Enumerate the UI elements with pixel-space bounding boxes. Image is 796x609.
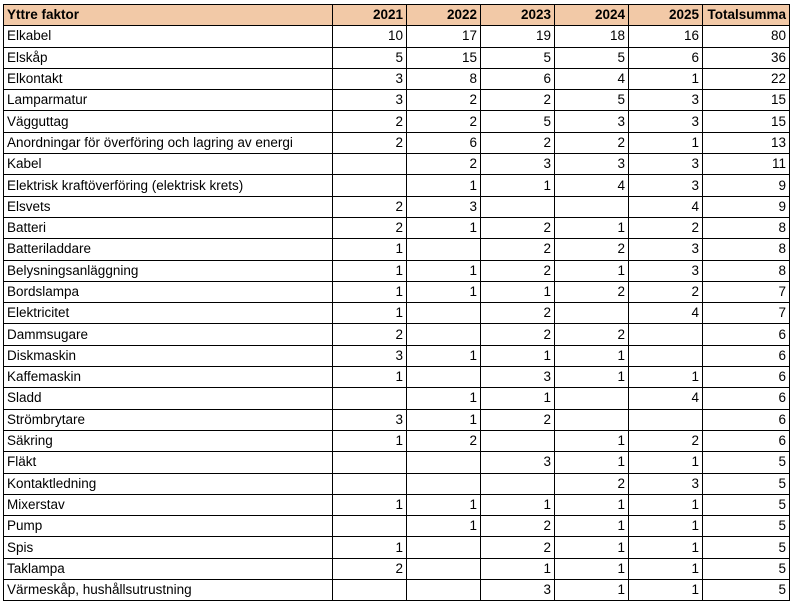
cell-2025[interactable] [629,345,703,366]
table-body [4,26,790,601]
header-row [4,5,790,26]
cell-2021[interactable]: 10 [333,26,407,47]
total-cell[interactable]: 5 [703,494,790,515]
cell-2025[interactable]: 3 [629,473,703,494]
header-cell-2022[interactable]: 2022 [407,5,481,26]
cell-2025[interactable]: 4 [629,388,703,409]
cell-2024[interactable]: 1 [555,430,629,451]
factor-cell[interactable]: Pump [4,516,333,537]
cell-2023[interactable]: 6 [481,68,555,89]
cell-2024[interactable]: 1 [555,537,629,558]
factor-cell[interactable]: Elsvets [4,196,333,217]
table-row [4,580,790,601]
cell-2021[interactable] [333,154,407,175]
cell-2023[interactable] [481,196,555,217]
cell-2024[interactable]: 1 [555,367,629,388]
cell-2024[interactable]: 1 [555,516,629,537]
cell-2022[interactable]: 2 [407,111,481,132]
cell-2025[interactable]: 1 [629,537,703,558]
total-cell[interactable]: 11 [703,154,790,175]
cell-2023[interactable]: 3 [481,580,555,601]
header-cell-factor[interactable]: Yttre faktor [4,5,333,26]
cell-2021[interactable]: 2 [333,196,407,217]
cell-2023[interactable]: 5 [481,47,555,68]
factor-cell[interactable]: Kontaktledning [4,473,333,494]
cell-2021[interactable]: 3 [333,90,407,111]
table-row [4,260,790,281]
cell-2024[interactable] [555,388,629,409]
total-cell[interactable]: 6 [703,367,790,388]
cell-2024[interactable]: 5 [555,90,629,111]
table-row [4,303,790,324]
factor-cell[interactable]: Fläkt [4,452,333,473]
cell-2022[interactable] [407,239,481,260]
cell-2024[interactable]: 2 [555,281,629,302]
factor-cell[interactable]: Anordningar för överföring och lagring av energi [4,132,333,153]
cell-2023[interactable]: 1 [481,175,555,196]
cell-2022[interactable]: 8 [407,68,481,89]
total-cell[interactable]: 6 [703,409,790,430]
table-row [4,175,790,196]
cell-2021[interactable] [333,388,407,409]
table-row [4,26,790,47]
cell-2024[interactable]: 1 [555,260,629,281]
cell-2021[interactable]: 2 [333,132,407,153]
total-cell[interactable]: 36 [703,47,790,68]
total-cell[interactable]: 80 [703,26,790,47]
cell-2021[interactable]: 3 [333,68,407,89]
cell-2023[interactable]: 2 [481,303,555,324]
factor-cell[interactable]: Dammsugare [4,324,333,345]
cell-2025[interactable]: 16 [629,26,703,47]
cell-2023[interactable] [481,430,555,451]
cell-2023[interactable] [481,473,555,494]
cell-2024[interactable]: 2 [555,324,629,345]
cell-2021[interactable]: 1 [333,430,407,451]
cell-2022[interactable]: 1 [407,388,481,409]
table-row [4,367,790,388]
cell-2023[interactable]: 2 [481,537,555,558]
cell-2022[interactable] [407,324,481,345]
factor-cell[interactable]: Vägguttag [4,111,333,132]
cell-2022[interactable] [407,473,481,494]
cell-2024[interactable]: 3 [555,111,629,132]
table-row [4,90,790,111]
cell-2023[interactable]: 1 [481,345,555,366]
cell-2023[interactable]: 1 [481,494,555,515]
cell-2023[interactable]: 1 [481,558,555,579]
cell-2022[interactable] [407,452,481,473]
table-header [4,5,790,26]
cell-2021[interactable] [333,175,407,196]
cell-2021[interactable]: 1 [333,537,407,558]
cell-2023[interactable]: 2 [481,132,555,153]
total-cell[interactable]: 6 [703,430,790,451]
cell-2021[interactable]: 2 [333,324,407,345]
factor-cell[interactable]: Kaffemaskin [4,367,333,388]
factor-cell[interactable]: Elektricitet [4,303,333,324]
table-row [4,345,790,366]
cell-2023[interactable]: 19 [481,26,555,47]
cell-2022[interactable] [407,367,481,388]
factor-cell[interactable]: Belysningsanläggning [4,260,333,281]
table-row [4,388,790,409]
cell-2021[interactable]: 1 [333,303,407,324]
total-cell[interactable]: 6 [703,345,790,366]
cell-2024[interactable] [555,303,629,324]
table-row [4,239,790,260]
factor-cell[interactable]: Värmeskåp, hushållsutrustning [4,580,333,601]
cell-2021[interactable]: 2 [333,111,407,132]
total-cell[interactable]: 8 [703,239,790,260]
cell-2021[interactable]: 2 [333,217,407,238]
factor-cell[interactable]: Bordslampa [4,281,333,302]
table-row [4,132,790,153]
cell-2022[interactable]: 6 [407,132,481,153]
total-cell[interactable]: 5 [703,580,790,601]
cell-2025[interactable]: 2 [629,430,703,451]
cell-2025[interactable]: 3 [629,90,703,111]
cell-2025[interactable]: 2 [629,281,703,302]
cell-2022[interactable]: 1 [407,345,481,366]
total-cell[interactable]: 15 [703,90,790,111]
cell-2025[interactable]: 1 [629,367,703,388]
total-cell[interactable]: 5 [703,558,790,579]
cell-2022[interactable]: 1 [407,494,481,515]
total-cell[interactable]: 15 [703,111,790,132]
total-cell[interactable]: 22 [703,68,790,89]
cell-2025[interactable]: 1 [629,68,703,89]
cell-2024[interactable]: 18 [555,26,629,47]
cell-2022[interactable]: 2 [407,430,481,451]
cell-2022[interactable]: 2 [407,154,481,175]
table-row [4,111,790,132]
cell-2025[interactable]: 3 [629,154,703,175]
total-cell[interactable]: 5 [703,452,790,473]
cell-2021[interactable]: 2 [333,558,407,579]
cell-2021[interactable] [333,452,407,473]
factor-cell[interactable]: Diskmaskin [4,345,333,366]
cell-2025[interactable]: 1 [629,132,703,153]
total-cell[interactable]: 5 [703,516,790,537]
cell-2025[interactable]: 1 [629,452,703,473]
total-cell[interactable]: 8 [703,217,790,238]
cell-2023[interactable]: 2 [481,324,555,345]
cell-2021[interactable]: 1 [333,367,407,388]
cell-2022[interactable] [407,537,481,558]
cell-2025[interactable]: 1 [629,494,703,515]
table-row [4,217,790,238]
cell-2022[interactable]: 17 [407,26,481,47]
cell-2022[interactable]: 15 [407,47,481,68]
total-cell[interactable]: 9 [703,175,790,196]
cell-2023[interactable]: 5 [481,111,555,132]
factor-cell[interactable]: Elkabel [4,26,333,47]
cell-2022[interactable]: 1 [407,516,481,537]
total-cell[interactable]: 5 [703,537,790,558]
table-row [4,558,790,579]
cell-2023[interactable]: 2 [481,90,555,111]
cell-2022[interactable]: 1 [407,281,481,302]
cell-2023[interactable]: 1 [481,281,555,302]
total-cell[interactable]: 9 [703,196,790,217]
cell-2023[interactable]: 2 [481,239,555,260]
cell-2024[interactable]: 5 [555,47,629,68]
cell-2025[interactable]: 1 [629,558,703,579]
total-cell[interactable]: 7 [703,281,790,302]
table-row [4,68,790,89]
cell-2024[interactable]: 3 [555,154,629,175]
cell-2025[interactable]: 1 [629,580,703,601]
cell-2022[interactable]: 1 [407,217,481,238]
factor-cell[interactable]: Mixerstav [4,494,333,515]
cell-2024[interactable]: 4 [555,175,629,196]
table-row [4,452,790,473]
total-cell[interactable]: 13 [703,132,790,153]
cell-2021[interactable] [333,580,407,601]
factor-cell[interactable]: Strömbrytare [4,409,333,430]
cell-2023[interactable]: 2 [481,516,555,537]
cell-2023[interactable]: 2 [481,409,555,430]
cell-2023[interactable]: 2 [481,260,555,281]
cell-2024[interactable]: 1 [555,558,629,579]
cell-2024[interactable]: 4 [555,68,629,89]
cell-2025[interactable]: 4 [629,196,703,217]
cell-2022[interactable] [407,558,481,579]
factor-cell[interactable]: Kabel [4,154,333,175]
cell-2024[interactable]: 2 [555,473,629,494]
cell-2022[interactable]: 2 [407,90,481,111]
cell-2021[interactable]: 5 [333,47,407,68]
cell-2021[interactable] [333,516,407,537]
header-cell-2023[interactable]: 2023 [481,5,555,26]
cell-2023[interactable]: 3 [481,452,555,473]
cell-2022[interactable] [407,580,481,601]
cell-2022[interactable] [407,303,481,324]
total-cell[interactable]: 6 [703,324,790,345]
cell-2021[interactable]: 3 [333,409,407,430]
cell-2024[interactable]: 2 [555,239,629,260]
cell-2024[interactable]: 1 [555,580,629,601]
table-row [4,430,790,451]
total-cell[interactable]: 6 [703,388,790,409]
table-row [4,196,790,217]
factor-cell[interactable]: Elektrisk kraftöverföring (elektrisk krets) [4,175,333,196]
cell-2025[interactable]: 1 [629,516,703,537]
cell-2024[interactable]: 1 [555,494,629,515]
cell-2024[interactable]: 2 [555,132,629,153]
cell-2025[interactable] [629,324,703,345]
cell-2025[interactable]: 2 [629,217,703,238]
cell-2022[interactable]: 1 [407,175,481,196]
cell-2024[interactable] [555,409,629,430]
cell-2021[interactable]: 1 [333,239,407,260]
cell-2025[interactable]: 3 [629,260,703,281]
cell-2025[interactable]: 4 [629,303,703,324]
cell-2023[interactable]: 1 [481,388,555,409]
factor-cell[interactable]: Elskåp [4,47,333,68]
table-row [4,537,790,558]
total-cell[interactable]: 5 [703,473,790,494]
factor-cell[interactable]: Sladd [4,388,333,409]
cell-2021[interactable]: 1 [333,281,407,302]
table-row [4,324,790,345]
cell-2021[interactable]: 1 [333,260,407,281]
cell-2021[interactable]: 1 [333,494,407,515]
table-row [4,154,790,175]
table-row [4,473,790,494]
header-cell-2025[interactable]: 2025 [629,5,703,26]
factor-cell[interactable]: Batteri [4,217,333,238]
cell-2023[interactable]: 3 [481,154,555,175]
factor-cell[interactable]: Lamparmatur [4,90,333,111]
table-row [4,281,790,302]
cell-2025[interactable]: 6 [629,47,703,68]
cell-2022[interactable]: 3 [407,196,481,217]
cell-2025[interactable] [629,409,703,430]
factor-cell[interactable]: Spis [4,537,333,558]
table-row [4,409,790,430]
cell-2022[interactable]: 1 [407,260,481,281]
cell-2024[interactable]: 1 [555,452,629,473]
cell-2023[interactable]: 3 [481,367,555,388]
cell-2025[interactable]: 3 [629,111,703,132]
cell-2021[interactable] [333,473,407,494]
total-cell[interactable]: 8 [703,260,790,281]
cell-2024[interactable] [555,196,629,217]
factor-cell[interactable]: Batteriladdare [4,239,333,260]
cell-2021[interactable]: 3 [333,345,407,366]
table-row [4,494,790,515]
cell-2025[interactable]: 3 [629,239,703,260]
header-cell-2024[interactable]: 2024 [555,5,629,26]
cell-2024[interactable]: 1 [555,345,629,366]
cell-2023[interactable]: 2 [481,217,555,238]
table-row [4,516,790,537]
cell-2024[interactable]: 1 [555,217,629,238]
total-cell[interactable]: 7 [703,303,790,324]
header-cell-2021[interactable]: 2021 [333,5,407,26]
factor-cell[interactable]: Taklampa [4,558,333,579]
cell-2025[interactable]: 3 [629,175,703,196]
table-row [4,47,790,68]
header-cell-total[interactable]: Totalsumma [703,5,790,26]
data-table [3,4,790,601]
cell-2022[interactable]: 1 [407,409,481,430]
factor-cell[interactable]: Säkring [4,430,333,451]
factor-cell[interactable]: Elkontakt [4,68,333,89]
